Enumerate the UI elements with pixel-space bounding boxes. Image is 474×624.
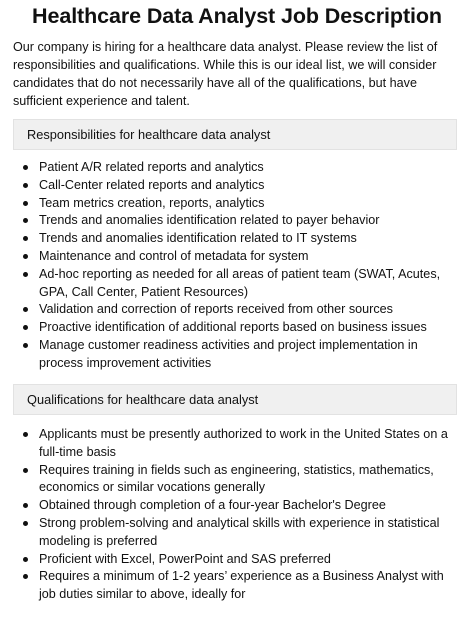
list-item-text: Trends and anomalies identification related to IT systems bbox=[39, 231, 357, 246]
responsibilities-heading bbox=[13, 119, 457, 150]
bullet-icon bbox=[23, 201, 28, 206]
intro-paragraph: Our company is hiring for a healthcare data analyst. Please review the list of responsibilities and qualifications. While this is our ideal list, we will consider candidates that do not necessarily have all of the qualifications, but have sufficient experience and talent. bbox=[13, 40, 438, 108]
list-item-text: Validation and correction of reports received from other sources bbox=[39, 302, 393, 317]
list-item-text: Proficient with Excel, PowerPoint and SAS preferred bbox=[39, 551, 331, 566]
list-item bbox=[0, 301, 474, 319]
list-item bbox=[0, 515, 474, 551]
qualifications-list bbox=[0, 426, 474, 604]
bullet-icon bbox=[23, 574, 28, 579]
list-item bbox=[0, 212, 474, 230]
list-item-text: Team metrics creation, reports, analytics bbox=[39, 195, 265, 210]
list-item bbox=[0, 337, 474, 373]
list-item bbox=[0, 248, 474, 266]
bullet-icon bbox=[23, 521, 28, 526]
list-item-text: Requires a minimum of 1-2 years’ experience as a Business Analyst with job duties similar to above, ideally for bbox=[39, 569, 444, 602]
bullet-icon bbox=[23, 183, 28, 188]
list-item bbox=[0, 230, 474, 248]
page-title: Healthcare Data Analyst Job Description bbox=[32, 4, 442, 28]
bullet-icon bbox=[23, 165, 28, 170]
list-item-text: Ad-hoc reporting as needed for all areas of patient team (SWAT, Acutes, GPA, Call Center, Patient Resources) bbox=[39, 266, 441, 299]
bullet-icon bbox=[23, 307, 28, 312]
bullet-icon bbox=[23, 432, 28, 437]
list-item bbox=[0, 426, 474, 462]
responsibilities-heading-text: Responsibilities for healthcare data analyst bbox=[27, 127, 271, 142]
list-item-text: Trends and anomalies identification related to payer behavior bbox=[39, 213, 380, 228]
list-item-text: Maintenance and control of metadata for system bbox=[39, 248, 309, 263]
list-item bbox=[0, 551, 474, 569]
list-item-text: Applicants must be presently authorized to work in the United States on a full-time basis bbox=[39, 427, 448, 459]
list-item-text: Obtained through completion of a four-year Bachelor's Degree bbox=[39, 498, 386, 513]
list-item-text: Manage customer readiness activities and project implementation in process improvement activities bbox=[39, 337, 418, 370]
bullet-icon bbox=[23, 236, 28, 241]
bullet-icon bbox=[23, 254, 28, 259]
list-item bbox=[0, 266, 474, 302]
list-item bbox=[0, 195, 474, 213]
responsibilities-list bbox=[0, 159, 474, 373]
list-item bbox=[0, 497, 474, 515]
list-item bbox=[0, 568, 474, 604]
list-item bbox=[0, 159, 474, 177]
qualifications-heading bbox=[13, 384, 457, 415]
bullet-icon bbox=[23, 503, 28, 508]
list-item-text: Strong problem-solving and analytical skills with experience in statistical modeling is preferred bbox=[39, 515, 440, 548]
list-item bbox=[0, 319, 474, 337]
bullet-icon bbox=[23, 325, 28, 330]
bullet-icon bbox=[23, 343, 28, 348]
list-item-text: Call-Center related reports and analytics bbox=[39, 177, 265, 192]
list-item bbox=[0, 462, 474, 498]
list-item-text: Requires training in fields such as engineering, statistics, mathematics, economics or similar vocations generally bbox=[39, 462, 434, 495]
list-item-text: Patient A/R related reports and analytics bbox=[39, 160, 264, 174]
bullet-icon bbox=[23, 557, 28, 562]
bullet-icon bbox=[23, 218, 28, 223]
list-item-text: Proactive identification of additional reports based on business issues bbox=[39, 320, 427, 335]
qualifications-heading-text: Qualifications for healthcare data analyst bbox=[27, 392, 259, 407]
bullet-icon bbox=[23, 468, 28, 473]
list-item bbox=[0, 177, 474, 195]
bullet-icon bbox=[23, 272, 28, 277]
